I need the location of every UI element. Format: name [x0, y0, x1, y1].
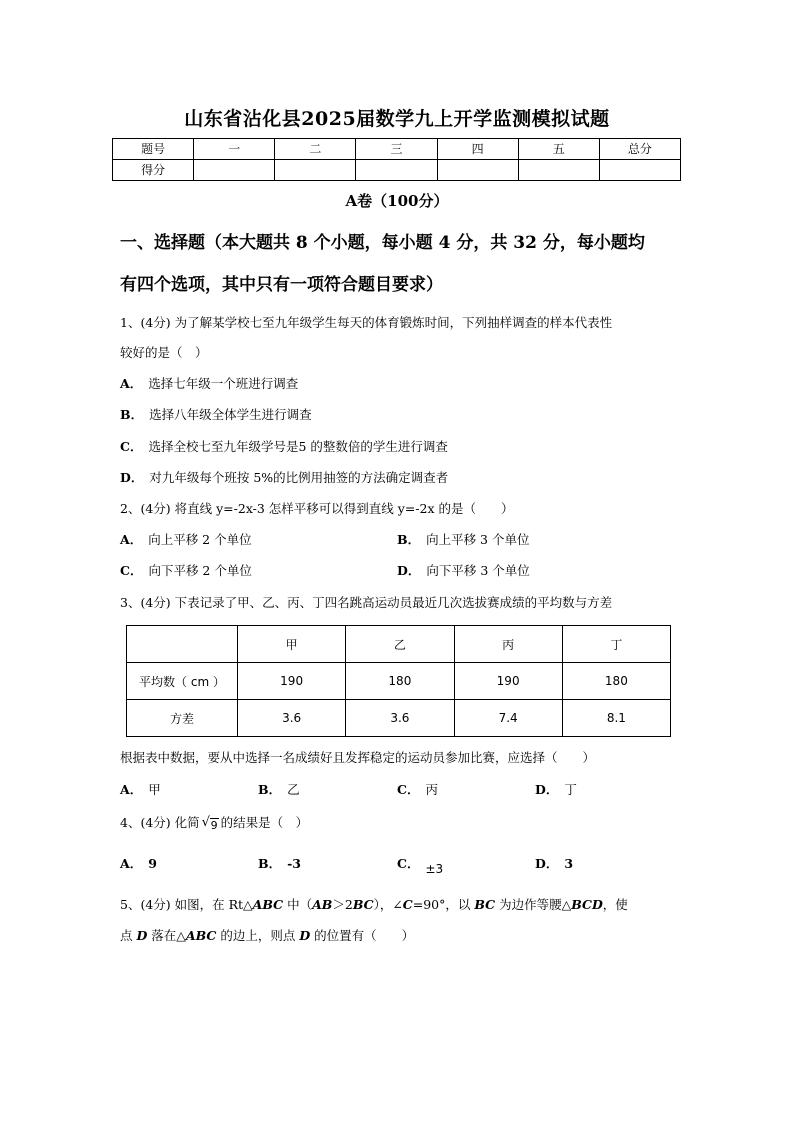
part1-heading-line2: 有四个选项，其中只有一项符合题目要求）: [120, 275, 443, 295]
score-entry-cell[interactable]: [437, 160, 518, 181]
q5-text: ＞2: [332, 897, 353, 912]
q1-option-d[interactable]: [120, 469, 448, 487]
q5-text: 的位置有（ ）: [310, 928, 415, 943]
stats-mean-row: [127, 663, 671, 700]
option-label: A．: [120, 532, 143, 547]
score-entry-cell[interactable]: [599, 160, 680, 181]
option-text: 向上平移 3 个单位: [426, 532, 530, 547]
stats-cell: 乙: [346, 626, 454, 663]
score-table-score-row: [113, 160, 681, 181]
math-var: BC: [474, 897, 496, 912]
stats-header-row: [127, 626, 671, 663]
q5-text: 为边作等腰△: [495, 897, 572, 912]
q3-option-b[interactable]: [258, 781, 300, 799]
q3-stem-line1: 3、(4分) 下表记录了甲、乙、丙、丁四名跳高运动员最近几次选拔赛成绩的平均数与方差: [120, 595, 613, 610]
square-root: [202, 817, 219, 835]
radical-sign-icon: √: [201, 815, 210, 830]
option-text: 选择八年级全体学生进行调查: [149, 407, 312, 422]
q2-option-c[interactable]: [120, 562, 252, 580]
math-var: D: [299, 928, 311, 943]
q5-text: 中（: [283, 897, 313, 912]
option-text: 向下平移 2 个单位: [148, 563, 252, 578]
stats-cell: 甲: [238, 626, 346, 663]
option-text: -3: [287, 856, 301, 871]
q2-option-b[interactable]: [397, 531, 529, 549]
score-table-header-row: [113, 139, 681, 160]
option-text: 3: [564, 856, 574, 871]
stats-cell: 190: [238, 663, 346, 700]
score-cell: 总分: [599, 139, 680, 160]
q5-text: 的边上，则点: [216, 928, 300, 943]
q5-stem-line2: [120, 927, 414, 945]
math-var: D: [136, 928, 148, 943]
option-label: D．: [535, 856, 559, 871]
exam-title: 山东省沾化县2025届数学九上开学监测模拟试题: [184, 108, 610, 130]
option-text: 对九年级每个班按 5%的比例用抽签的方法确定调查者: [149, 470, 449, 485]
option-label: C．: [120, 563, 143, 578]
q3-stem-line2: 根据表中数据，要从中选择一名成绩好且发挥稳定的运动员参加比赛，应选择（ ）: [120, 750, 596, 765]
section-a-heading: A卷（100分）: [345, 192, 449, 210]
q5-text: =90°，以: [412, 897, 475, 912]
option-label: C．: [397, 856, 420, 871]
q1-stem-line2: 较好的是（ ）: [120, 345, 208, 360]
q3-option-a[interactable]: [120, 781, 161, 799]
score-entry-cell[interactable]: [518, 160, 599, 181]
q1-option-c[interactable]: [120, 438, 448, 456]
q4-option-d[interactable]: [535, 855, 573, 873]
q5-text: ，使: [602, 897, 628, 912]
option-text: ±3: [425, 862, 444, 876]
q2-option-a[interactable]: [120, 531, 252, 549]
option-text: 乙: [287, 782, 300, 797]
stats-cell: 方差: [127, 700, 238, 737]
q4-stem-suffix: 的结果是（ ）: [220, 815, 309, 830]
q5-text: 落在△: [147, 928, 186, 943]
option-label: B．: [258, 782, 282, 797]
option-label: B．: [397, 532, 421, 547]
stats-cell: 7.4: [454, 700, 562, 737]
score-cell: 四: [437, 139, 518, 160]
score-entry-cell[interactable]: [356, 160, 437, 181]
option-text: 选择全校七至九年级学号是5 的整数倍的学生进行调查: [148, 439, 448, 454]
option-text: 向上平移 2 个单位: [148, 532, 252, 547]
stats-cell: 3.6: [238, 700, 346, 737]
q1-option-a[interactable]: [120, 375, 298, 393]
q4-stem-line1: [120, 814, 308, 835]
option-label: C．: [397, 782, 420, 797]
q4-stem-prefix: 4、(4分) 化简: [120, 815, 200, 830]
stats-cell: 190: [454, 663, 562, 700]
option-text: 丙: [425, 782, 438, 797]
option-label: D．: [535, 782, 559, 797]
q5-text: 点: [120, 928, 137, 943]
score-cell: 二: [275, 139, 356, 160]
q3-option-c[interactable]: [397, 781, 438, 799]
score-cell: 一: [194, 139, 275, 160]
athlete-stats-table: [126, 625, 671, 737]
q4-option-a[interactable]: [120, 855, 157, 873]
option-label: B．: [120, 407, 144, 422]
radicand: 9: [210, 819, 218, 832]
option-label: B．: [258, 856, 282, 871]
stats-cell: 丁: [562, 626, 670, 663]
stats-cell: 平均数（ cm ）: [127, 663, 238, 700]
q1-stem-line1: 1、(4分) 为了解某学校七至九年级学生每天的体育锻炼时间，下列抽样调查的样本代表性: [120, 315, 613, 330]
q3-option-d[interactable]: [535, 781, 577, 799]
option-label: C．: [120, 439, 143, 454]
q2-option-d[interactable]: [397, 562, 530, 580]
math-var: ABC: [185, 928, 217, 943]
math-var: BC: [352, 897, 374, 912]
q5-text: 5、(4分) 如图，在 Rt△: [120, 897, 253, 912]
math-var: C: [402, 897, 413, 912]
math-var: AB: [312, 897, 333, 912]
option-label: D．: [120, 470, 144, 485]
option-label: D．: [397, 563, 421, 578]
q1-option-b[interactable]: [120, 406, 312, 424]
math-var: ABC: [252, 897, 284, 912]
q5-stem-line1: [120, 896, 628, 914]
stats-cell: 8.1: [562, 700, 670, 737]
option-text: 向下平移 3 个单位: [426, 563, 530, 578]
stats-cell: [127, 626, 238, 663]
stats-cell: 180: [346, 663, 454, 700]
q4-option-c[interactable]: [397, 855, 444, 876]
part1-heading-line1: 一、选择题（本大题共 8 个小题，每小题 4 分，共 32 分，每小题均: [120, 233, 645, 253]
q4-option-b[interactable]: [258, 855, 301, 873]
score-cell: 题号: [113, 139, 194, 160]
score-cell: 三: [356, 139, 437, 160]
stats-cell: 3.6: [346, 700, 454, 737]
option-text: 甲: [148, 782, 161, 797]
stats-variance-row: [127, 700, 671, 737]
score-cell: 五: [518, 139, 599, 160]
q2-stem-line1: 2、(4分) 将直线 y=-2x-3 怎样平移可以得到直线 y=-2x 的是（ ）: [120, 501, 514, 516]
score-cell: 得分: [113, 160, 194, 181]
option-text: 选择七年级一个班进行调查: [148, 376, 299, 391]
score-entry-cell[interactable]: [275, 160, 356, 181]
option-text: 丁: [564, 782, 577, 797]
score-entry-cell[interactable]: [194, 160, 275, 181]
option-label: A．: [120, 856, 143, 871]
option-label: A．: [120, 376, 143, 391]
stats-cell: 丙: [454, 626, 562, 663]
math-var: BCD: [571, 897, 603, 912]
score-table: [112, 138, 681, 181]
option-text: 9: [148, 856, 157, 871]
q5-text: ），∠: [373, 897, 403, 912]
option-label: A．: [120, 782, 143, 797]
stats-cell: 180: [562, 663, 670, 700]
